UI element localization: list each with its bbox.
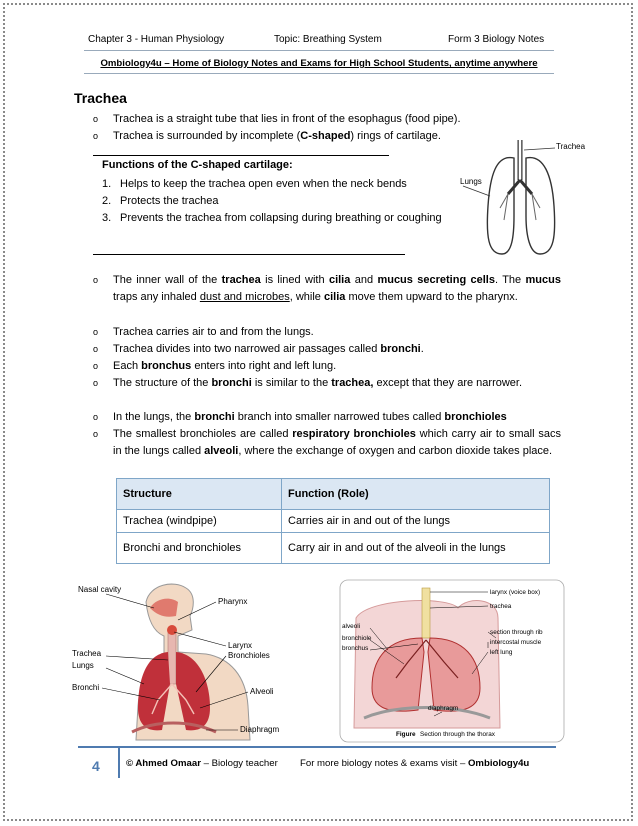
fig2-caption: Section through the thorax	[420, 731, 495, 738]
chapter-label: Chapter 3 - Human Physiology	[88, 34, 225, 45]
section-title: Trachea	[74, 90, 127, 106]
table-cell: Trachea (windpipe)	[117, 510, 282, 533]
fig1-label-alveoli: Alveoli	[250, 687, 274, 696]
body-bullet	[93, 341, 561, 358]
body-bullet	[93, 375, 561, 392]
table-row	[117, 533, 550, 564]
bullet-text: Trachea is surrounded by incomplete (C-shaped) rings of cartilage.	[113, 130, 441, 142]
bullet-marker: o	[93, 114, 99, 124]
bullet-marker: o	[93, 378, 99, 388]
bullet-text: The smallest bronchioles are called respiratory bronchioles which carry air to small sacs in the lungs called alveoli, where the exchange of oxygen and carbon dioxide takes place.	[113, 428, 561, 457]
function-item: 3. Prevents the trachea from collapsing during breathing or coughing	[102, 212, 442, 224]
header-divider	[84, 50, 554, 51]
fig2-label-trachea: trachea	[490, 603, 512, 610]
trachea-label: Trachea	[556, 142, 586, 151]
fig2-label-bronchiole: bronchiole	[342, 635, 372, 642]
body-bullet	[93, 358, 561, 375]
fig1-label-bronchi: Bronchi	[72, 683, 100, 692]
footer-divider	[78, 746, 556, 748]
bullet-marker: o	[93, 131, 99, 141]
bullet-marker: o	[93, 429, 99, 439]
fig2-label-larynx: larynx (voice box)	[490, 589, 541, 596]
lungs-outline-diagram	[460, 136, 586, 261]
function-item: 1. Helps to keep the trachea open even when the neck bends	[102, 178, 407, 190]
fig2-caption-word: Figure	[396, 731, 416, 738]
lungs-label: Lungs	[460, 177, 482, 186]
header-subtitle: Ombiology4u – Home of Biology Notes and Exams for High School Students, anytime anywhere	[100, 58, 538, 69]
structure-function-table	[116, 478, 550, 564]
thorax-section-figure	[338, 578, 566, 744]
footer-author: © Ahmed Omaar – Biology teacher	[126, 758, 278, 769]
bullet-text: In the lungs, the bronchi branch into smaller narrowed tubes called bronchioles	[113, 411, 507, 423]
bullet-text: Each bronchus enters into right and left lung.	[113, 360, 337, 372]
table-cell: Bronchi and bronchioles	[117, 533, 282, 564]
bullet-marker: o	[93, 361, 99, 371]
respiratory-system-figure	[66, 580, 316, 746]
subtitle-divider	[84, 73, 554, 74]
table-header-row	[117, 479, 550, 510]
fig2-label-intercostal: intercostal muscle	[490, 639, 542, 646]
bullet-marker: o	[93, 412, 99, 422]
functions-bottom-rule	[93, 254, 405, 255]
footer-vertical-rule	[118, 748, 120, 778]
fig1-label-pharynx: Pharynx	[218, 597, 248, 606]
body-bullet	[93, 272, 561, 306]
form-label: Form 3 Biology Notes	[448, 34, 545, 45]
bullet-text: Trachea divides into two narrowed air passages called bronchi.	[113, 343, 424, 355]
fig2-label-rib: section through rib	[490, 629, 543, 636]
bullet-marker: o	[93, 275, 99, 285]
fig1-label-trachea: Trachea	[72, 649, 102, 658]
fig2-label-alveoli: alveoli	[342, 623, 361, 630]
bullet-text: The structure of the bronchi is similar to the trachea, except that they are narrower.	[113, 377, 523, 389]
fig1-label-larynx: Larynx	[228, 641, 253, 650]
fig2-label-left-lung: left lung	[490, 649, 513, 656]
table-row	[117, 510, 550, 533]
function-item: 2. Protects the trachea	[102, 195, 219, 207]
bullet-text: Trachea is a straight tube that lies in front of the esophagus (food pipe).	[113, 113, 461, 125]
body-bullet	[93, 426, 561, 460]
table-header: Structure	[117, 479, 282, 510]
body-bullet	[93, 324, 561, 341]
fig1-label-lungs: Lungs	[72, 661, 94, 670]
bullet-text: The inner wall of the trachea is lined with cilia and mucus secreting cells. The mucus traps any inhaled dust and microbes, while cilia move them upward to the pharynx.	[113, 274, 561, 303]
topic-label: Topic: Breathing System	[274, 34, 382, 45]
body-bullet	[93, 409, 561, 426]
fig1-label-nasal: Nasal cavity	[78, 585, 122, 594]
bullet-text: Trachea carries air to and from the lungs.	[113, 326, 314, 338]
footer-visit: For more biology notes & exams visit – Ombiology4u	[300, 758, 530, 769]
fig1-label-diaphragm: Diaphragm	[240, 725, 280, 734]
fig2-label-diaphragm: diaphragm	[428, 705, 459, 712]
functions-title: Functions of the C-shaped cartilage:	[102, 159, 293, 171]
functions-top-rule	[93, 155, 389, 156]
table-cell: Carries air in and out of the lungs	[282, 510, 550, 533]
table-header: Function (Role)	[282, 479, 550, 510]
intro-bullet	[93, 111, 561, 128]
table-cell: Carry air in and out of the alveoli in the lungs	[282, 533, 550, 564]
fig2-label-bronchus: bronchus	[342, 645, 369, 652]
fig1-label-bronchioles: Bronchioles	[228, 651, 270, 660]
page-number: 4	[92, 758, 100, 774]
bullet-marker: o	[93, 327, 99, 337]
bullet-marker: o	[93, 344, 99, 354]
